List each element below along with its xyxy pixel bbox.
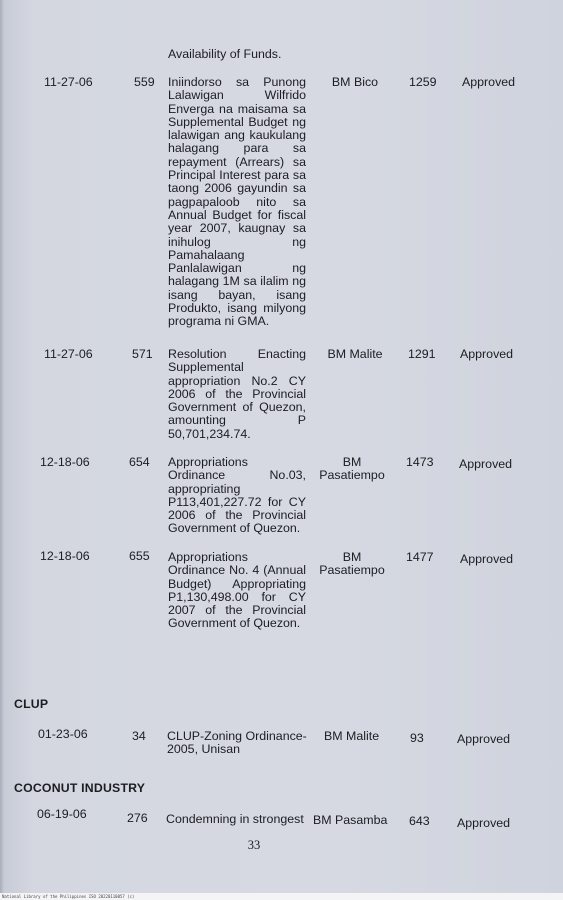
entry-reference: 1473 xyxy=(406,455,434,469)
entry-reference: 93 xyxy=(410,731,424,745)
entry-description: Appropriations Ordinance No.03, appropriating P113,401,227.72 for CY 2006 of the Provincial Government of Quezon. xyxy=(168,455,306,536)
entry-number: 654 xyxy=(129,455,150,469)
entry-date: 01-23-06 xyxy=(38,727,88,741)
entry-date: 11-27-06 xyxy=(44,347,93,361)
entry-status: Approved xyxy=(457,732,511,746)
entry-date: 06-19-06 xyxy=(37,807,87,821)
entry-number: 559 xyxy=(134,75,155,89)
entry-reference: 643 xyxy=(409,814,430,828)
footer-text: National Library of the Philippines ISO 20220110057 (c) xyxy=(2,894,135,899)
entry-reference: 1291 xyxy=(408,347,436,361)
scan-footer xyxy=(0,893,563,900)
entry-status: Approved xyxy=(459,457,513,471)
entry-status: Approved xyxy=(457,816,511,830)
entry-description: Appropriations Ordinance No. 4 (Annual Budget) Appropriating P1,130,498.00 for CY 2007 of the Provincial Government of Quezon. xyxy=(168,550,306,631)
entry-description: Condemning in strongest xyxy=(166,812,304,826)
entry-number: 655 xyxy=(129,549,150,563)
entry-status: Approved xyxy=(462,75,516,89)
entry-date: 12-18-06 xyxy=(40,455,90,469)
entry-date: 12-18-06 xyxy=(40,549,90,563)
entry-author: BM Malite xyxy=(327,347,383,361)
entry-description: Iniindorso sa Punong Lalawigan Wilfrido Enverga na maisama sa Supplemental Budget ng lalawigan ang kaukulang halagang para sa repayment (Arrears) sa Principal Interest para sa taong 2006 gayundin sa pagpapaloob nito sa Annual Budget for fiscal year 2007, kaugnay sa inihulog ng Pamahalaang Panlalawigan ng halagang 1M sa ilalim ng isang bayan, isang Produkto, isang milyong programa ni GMA. xyxy=(168,75,306,329)
entry-author: BM Pasatiempo xyxy=(319,550,385,578)
entry-author: BM Pasamba xyxy=(313,813,388,827)
entry-number: 571 xyxy=(132,347,153,361)
entry-number: 34 xyxy=(132,729,146,743)
entry-date: 11-27-06 xyxy=(44,75,93,89)
entry-author: BM Pasatiempo xyxy=(319,455,385,483)
section-heading: CLUP xyxy=(14,697,49,711)
page-edge xyxy=(0,0,4,893)
entry-description: CLUP-Zoning Ordinance-2005, Unisan xyxy=(167,729,307,757)
entry-status: Approved xyxy=(460,347,514,361)
entry-description: Resolution Enacting Supplemental appropriation No.2 CY 2006 of the Provincial Government of Quezon, amounting P 50,701,234.74. xyxy=(168,347,306,441)
intro-text: Availability of Funds. xyxy=(168,47,282,61)
section-heading: COCONUT INDUSTRY xyxy=(14,781,146,795)
entry-number: 276 xyxy=(127,811,148,825)
entry-status: Approved xyxy=(460,552,514,566)
entry-reference: 1477 xyxy=(406,550,434,564)
page-number: 33 xyxy=(247,838,261,852)
entry-author: BM Bico xyxy=(331,75,379,89)
entry-reference: 1259 xyxy=(409,75,437,89)
entry-author: BM Malite xyxy=(324,729,380,743)
